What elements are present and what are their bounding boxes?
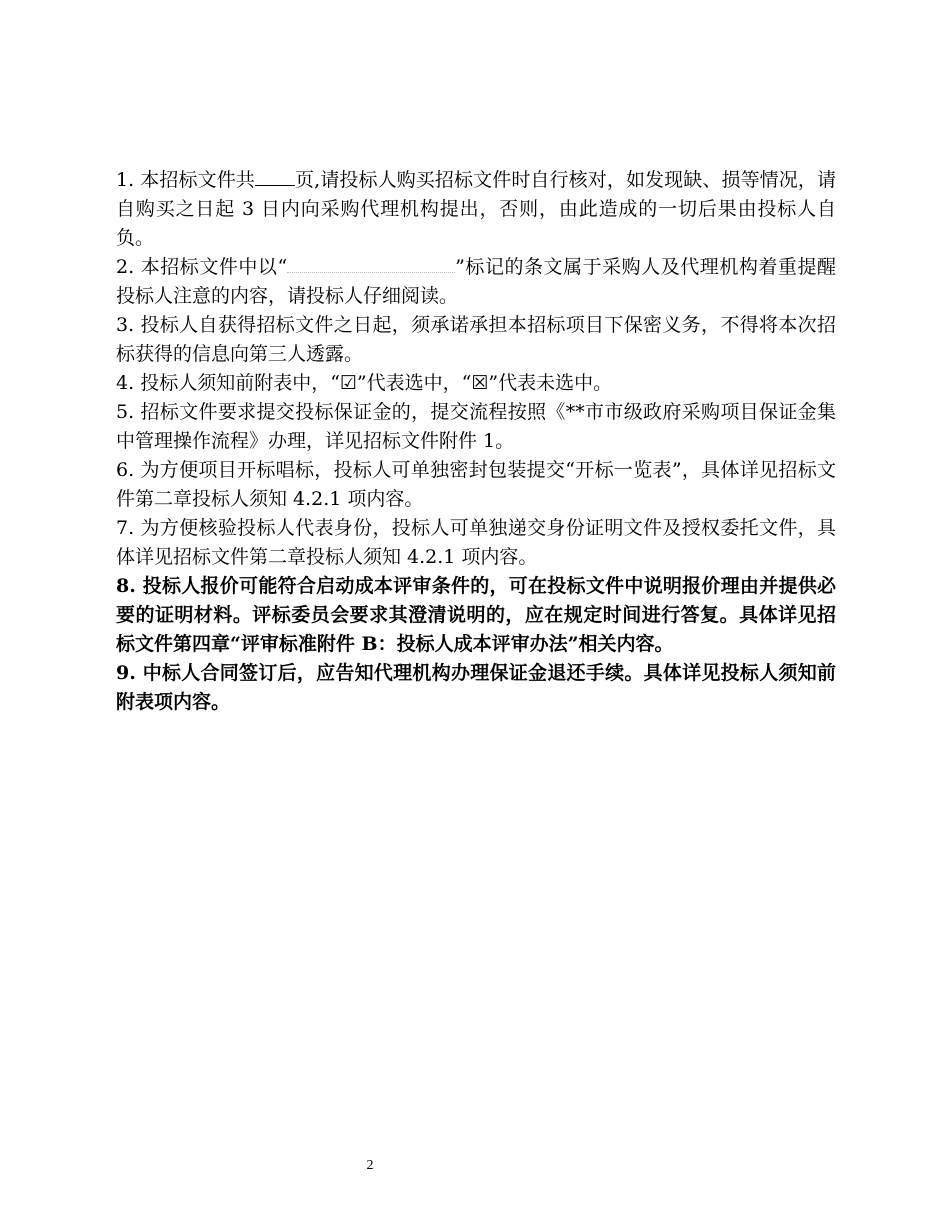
list-item-1 — [116, 166, 836, 253]
item-text: 为方便项目开标唱标，投标人可单独密封包装提交“开标一览表”，具体详见招标文件第二章投标人须知 4.2.1 项内容。 — [116, 459, 836, 510]
item-text-before-mark: 本招标文件中以“ — [140, 256, 288, 278]
list-item-2 — [116, 253, 836, 311]
list-item-7 — [116, 514, 836, 572]
list-item-4 — [116, 369, 836, 398]
item-text: 投标人自获得招标文件之日起，须承诺承担本招标项目下保密义务，不得将本次招标获得的信息向第三人透露。 — [116, 314, 836, 365]
document-body — [116, 166, 836, 717]
item-text: 中标人合同签订后，应告知代理机构办理保证金退还手续。具体详见投标人须知前附表项内容。 — [116, 662, 836, 713]
item-number: 5. — [116, 401, 135, 423]
item-number: 6. — [116, 459, 135, 481]
list-item-5 — [116, 398, 836, 456]
item-number: 2. — [116, 256, 135, 278]
item-text-after-blank: 页,请投标人购买招标文件时自行核对，如发现缺、损等情况，请自购买之日起 3 日内向采购代理机构提出，否则，由此造成的一切后果由投标人自负。 — [116, 169, 836, 249]
item-text-after-mark: ”标记的条文属于采购人及代理机构着重提醒投标人注意的内容，请投标人仔细阅读。 — [116, 256, 837, 307]
list-item-8 — [116, 572, 836, 659]
item-number: 3. — [116, 314, 135, 336]
list-item-6 — [116, 456, 836, 514]
item-number: 1. — [116, 169, 135, 191]
emphasis-mark-sample — [287, 258, 455, 273]
item-text: 为方便核验投标人代表身份，投标人可单独递交身份证明文件及授权委托文件，具体详见招标文件第二章投标人须知 4.2.1 项内容。 — [116, 517, 836, 568]
item-text: 投标人报价可能符合启动成本评审条件的，可在投标文件中说明报价理由并提供必要的证明材料。评标委员会要求其澄清说明的，应在规定时间进行答复。具体详见招标文件第四章“评审标准附件 B：投标人成本评审办法”相关内容。 — [116, 575, 836, 655]
item-number: 4. — [116, 372, 135, 394]
item-text: 招标文件要求提交投标保证金的，提交流程按照《**市市级政府采购项目保证金集中管理操作流程》办理，详见招标文件附件 1。 — [116, 401, 836, 452]
list-item-3 — [116, 311, 836, 369]
page-number: 2 — [366, 1158, 374, 1173]
item-number: 7. — [116, 517, 135, 539]
item-text-before-blank: 本招标文件共 — [140, 169, 255, 191]
item-text: 投标人须知前附表中，“☑”代表选中，“☒”代表未选中。 — [140, 372, 613, 394]
item-number: 8. — [116, 575, 136, 597]
page-count-blank — [255, 167, 295, 186]
item-number: 9. — [116, 662, 136, 684]
list-item-9 — [116, 659, 836, 717]
